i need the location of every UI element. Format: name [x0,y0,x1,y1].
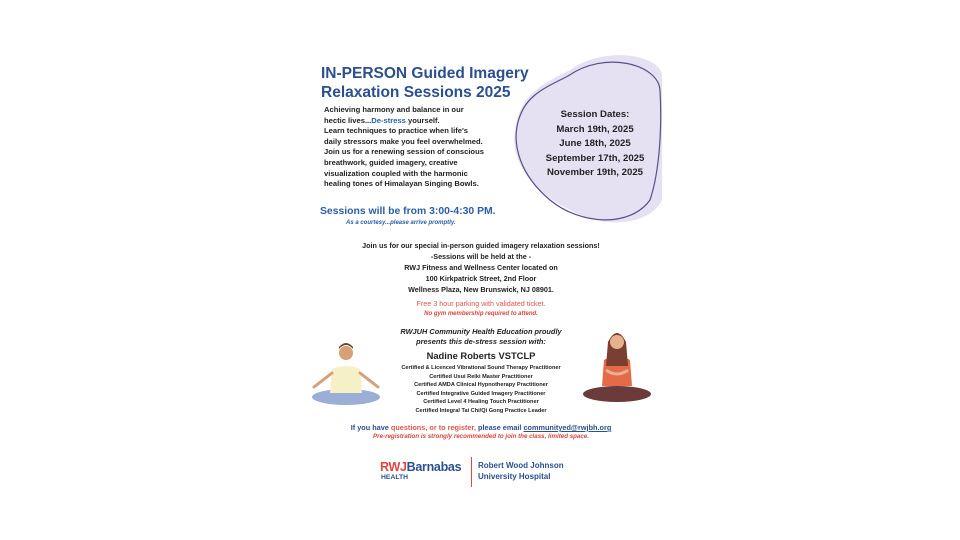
register-highlight: questions, or to register, [390,423,477,432]
credential-item: Certified Level 4 Healing Touch Practitioner [423,399,539,406]
venue-line: Join us for our special in-person guided imagery relaxation sessions! [362,241,600,250]
hospital-name: Robert Wood Johnson University Hospital [478,461,564,481]
logo-wordmark: RWJBarnabas [380,460,462,474]
intro-line: breathwork, guided imagery, creative [324,157,458,167]
rwj-barnabas-logo [380,455,580,489]
credential-item: Certified & Licenced Vibrational Sound Therapy Practitioner [401,365,561,371]
destress-highlight: De-stress [371,115,406,125]
session-time: Sessions will be from 3:00-4:30 PM. [320,206,496,217]
title-line-2: Relaxation Sessions 2025 [321,84,511,101]
parking-note: Free 3 hour parking with validated ticket. [416,299,546,308]
contact-line: If you have questions, or to register, please email communityed@rwjbh.org [350,423,612,432]
courtesy-note: As a courtesy...please arrive promptly. [346,220,456,226]
credentials-list [340,364,622,416]
venue-line: RWJ Fitness and Wellness Center located on [404,263,558,272]
flyer [300,50,662,490]
date-item: June 18th, 2025 [559,138,631,149]
title-line-1: IN-PERSON Guided Imagery [321,65,529,82]
presenter-name: Nadine Roberts VSTCLP [426,350,536,361]
date-item: September 17th, 2025 [545,152,645,164]
venue-line: -Sessions will be held at the - [430,252,532,261]
intro-line: Learn techniques to practice when life's [324,126,469,136]
logo-health: HEALTH [381,474,409,481]
credential-item: Certified Integrative Guided Imagery Practitioner [416,390,546,397]
venue-line: Wellness Plaza, New Brunswick, NJ 08901. [408,285,554,294]
preregistration-note: Pre-registration is strongly recommended to join the class, limited space. [373,433,589,440]
no-gym-note: No gym membership required to attend. [424,311,538,317]
date-item: March 19th, 2025 [556,123,634,135]
presenter-line: RWJUH Community Health Education proudly [400,327,562,336]
logo-divider [471,457,472,487]
dates-heading: Session Dates: [560,109,630,120]
intro-paragraph [324,105,519,190]
credential-item: Certified Integral Tai Chi/Qi Gong Practice Leader [415,407,547,414]
intro-line: healing tones of Himalayan Singing Bowls. [324,179,479,189]
intro-line: visualization coupled with the harmonic [324,168,468,178]
intro-line: Join us for a renewing session of conscious [324,147,484,157]
venue-line: 100 Kirkpatrick Street, 2nd Floor [425,274,537,283]
session-dates [536,108,654,181]
email-link[interactable]: communityed@rwjbh.org [523,423,612,432]
credential-item: Certified AMDA Clinical Hypnotherapy Practitioner [414,382,548,389]
venue-block [300,240,662,295]
presenter-line: presents this de-stress session with: [416,337,546,346]
credential-item: Certified Usui Reiki Master Practitioner [429,373,533,380]
presenter-intro [350,327,612,347]
intro-line: daily stressors make you feel overwhelmed. [324,136,483,146]
date-item: November 19th, 2025 [547,167,643,178]
intro-line: hectic lives...De-stress yourself. [324,115,440,125]
intro-line: Achieving harmony and balance in our [324,105,464,114]
